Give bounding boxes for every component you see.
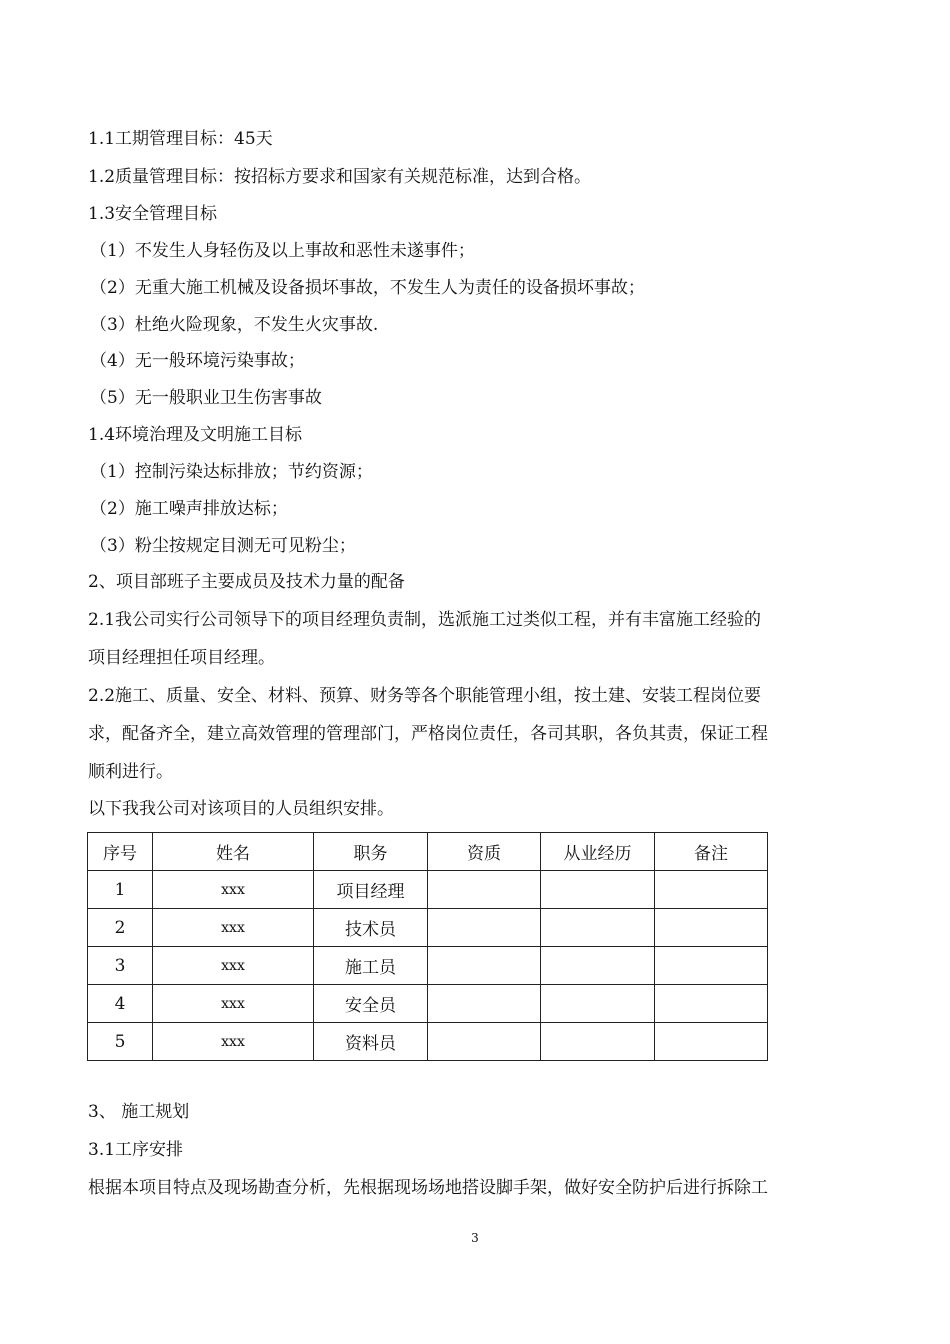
text-line: （3）杜绝火险现象，不发生火灾事故. — [90, 315, 379, 335]
cell-remarks — [655, 1023, 768, 1061]
table-row — [88, 947, 768, 985]
text-line: 1.2质量管理目标：按招标方要求和国家有关规范标准，达到合格。 — [88, 167, 592, 187]
cell-experience — [541, 1023, 655, 1061]
text-line: （1）控制污染达标排放；节约资源； — [90, 462, 373, 482]
header-experience: 从业经历 — [541, 833, 655, 871]
header-remarks: 备注 — [655, 833, 768, 871]
cell-name: xxx — [153, 1023, 314, 1061]
text-line: 1.3安全管理目标 — [88, 204, 218, 224]
text-line: （2）施工噪声排放达标； — [90, 499, 288, 519]
cell-index: 1 — [88, 871, 153, 909]
cell-name: xxx — [153, 871, 314, 909]
cell-name: xxx — [153, 985, 314, 1023]
header-position: 职务 — [314, 833, 428, 871]
text-line: 顺利进行。 — [88, 762, 173, 782]
cell-experience — [541, 947, 655, 985]
cell-position: 施工员 — [314, 947, 428, 985]
cell-index: 2 — [88, 909, 153, 947]
staff-table — [87, 832, 768, 1061]
header-index: 序号 — [88, 833, 153, 871]
table-header-row — [88, 833, 768, 871]
page-number: 3 — [471, 1231, 479, 1245]
text-line: 1.4环境治理及文明施工目标 — [88, 425, 303, 445]
text-line: （3）粉尘按规定目测无可见粉尘； — [90, 536, 356, 556]
text-line: 项目经理担任项目经理。 — [88, 648, 275, 668]
cell-qualification — [428, 909, 541, 947]
text-line: 3.1工序安排 — [88, 1140, 184, 1160]
text-line: （2）无重大施工机械及设备损坏事故，不发生人为责任的设备损坏事故； — [90, 278, 645, 298]
cell-remarks — [655, 985, 768, 1023]
text-line: 1.1工期管理目标：45天 — [88, 129, 273, 149]
staff-table-wrap — [87, 832, 768, 1061]
text-line: 2.1我公司实行公司领导下的项目经理负责制，选派施工过类似工程，并有丰富施工经验的 — [88, 610, 762, 630]
cell-experience — [541, 871, 655, 909]
cell-index: 4 — [88, 985, 153, 1023]
cell-position: 技术员 — [314, 909, 428, 947]
text-line: （1）不发生人身轻伤及以上事故和恶性未遂事件； — [90, 241, 475, 261]
cell-experience — [541, 985, 655, 1023]
text-line: （4）无一般环境污染事故； — [90, 351, 305, 371]
cell-position: 资料员 — [314, 1023, 428, 1061]
cell-qualification — [428, 871, 541, 909]
text-line: 求，配备齐全，建立高效管理的管理部门，严格岗位责任，各司其职，各负其责，保证工程 — [88, 724, 768, 744]
cell-name: xxx — [153, 947, 314, 985]
table-row — [88, 1023, 768, 1061]
header-name: 姓名 — [153, 833, 314, 871]
cell-experience — [541, 909, 655, 947]
cell-position: 项目经理 — [314, 871, 428, 909]
cell-position: 安全员 — [314, 985, 428, 1023]
section-heading: 3、 施工规划 — [88, 1102, 190, 1122]
cell-qualification — [428, 947, 541, 985]
cell-index: 5 — [88, 1023, 153, 1061]
cell-index: 3 — [88, 947, 153, 985]
cell-qualification — [428, 1023, 541, 1061]
cell-remarks — [655, 909, 768, 947]
cell-remarks — [655, 871, 768, 909]
cell-qualification — [428, 985, 541, 1023]
cell-remarks — [655, 947, 768, 985]
text-line: 以下我我公司对该项目的人员组织安排。 — [88, 799, 394, 819]
header-qualification: 资质 — [428, 833, 541, 871]
cell-name: xxx — [153, 909, 314, 947]
table-row — [88, 871, 768, 909]
text-line: （5）无一般职业卫生伤害事故 — [90, 388, 322, 408]
text-line: 根据本项目特点及现场勘查分析，先根据现场场地搭设脚手架，做好安全防护后进行拆除工 — [88, 1178, 768, 1198]
text-line: 2.2施工、质量、安全、材料、预算、财务等各个职能管理小组，按土建、安装工程岗位要 — [88, 686, 762, 706]
table-row — [88, 909, 768, 947]
table-row — [88, 985, 768, 1023]
text-line: 2、项目部班子主要成员及技术力量的配备 — [88, 572, 405, 592]
